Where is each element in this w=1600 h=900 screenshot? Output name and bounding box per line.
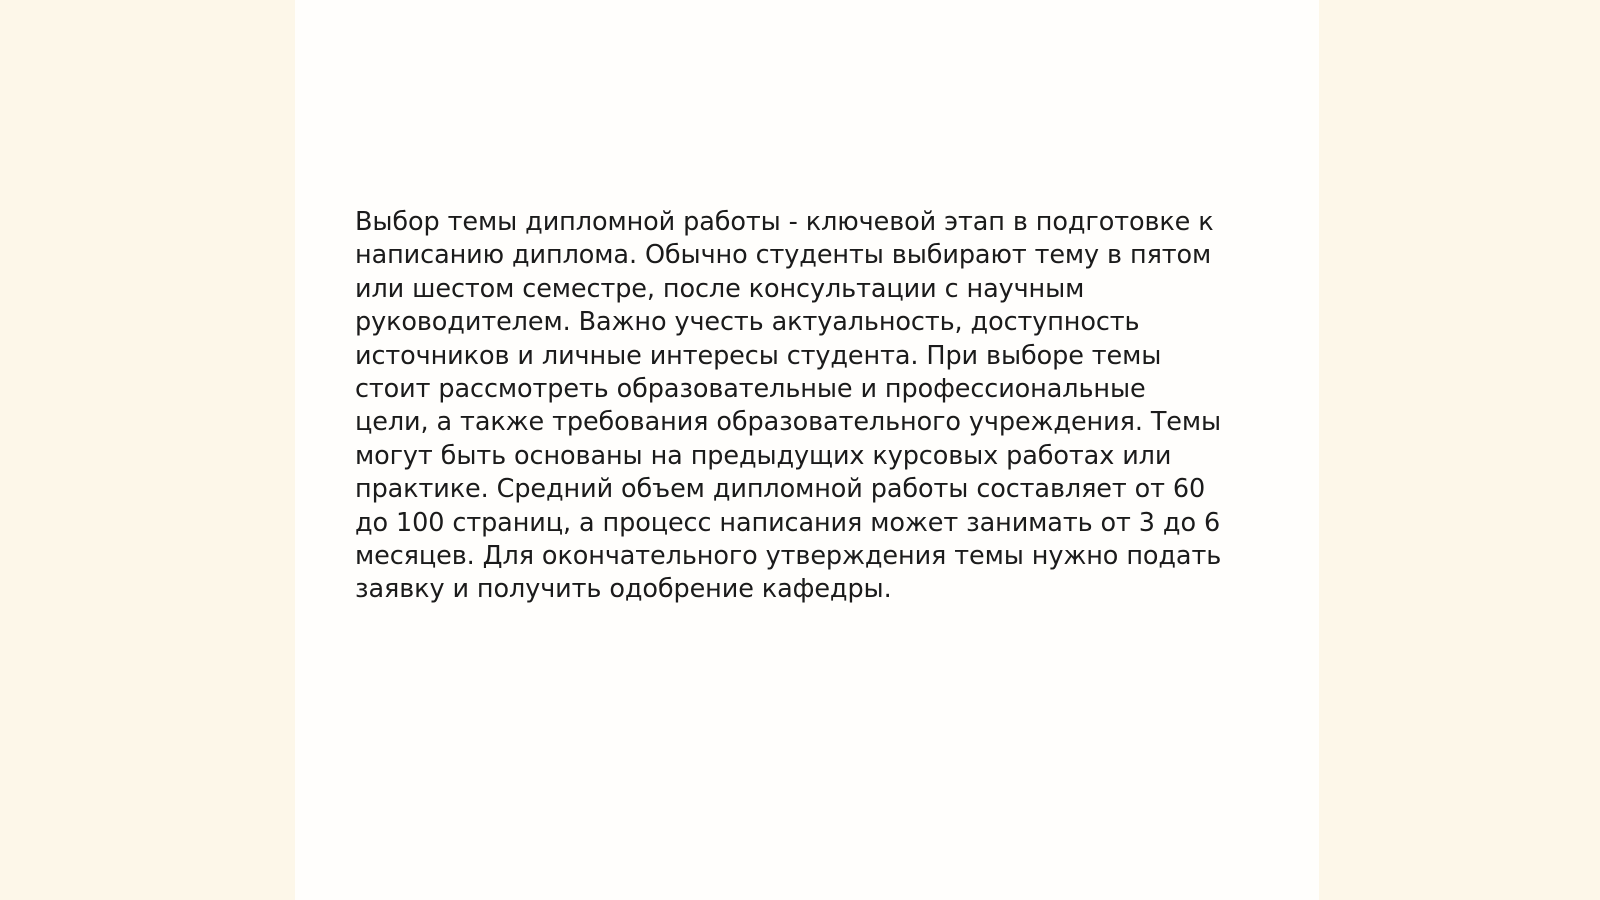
paragraph-line: могут быть основаны на предыдущих курсовых работах или [355,440,1172,471]
document-page [295,0,1319,900]
paragraph-line: или шестом семестре, после консультации с научным [355,273,1085,304]
paragraph-line: цели, а также требования образовательного учреждения. Темы [355,407,1222,438]
paragraph-line: месяцев. Для окончательного утверждения темы нужно подать [355,541,1222,572]
paragraph-line: руководителем. Важно учесть актуальность, доступность [355,307,1140,338]
paragraph-line: стоит рассмотреть образовательные и профессиональные [355,374,1146,405]
body-paragraph [355,206,1255,607]
paragraph-line: практике. Средний объем дипломной работы составляет от 60 [355,474,1206,505]
paragraph-line: написанию диплома. Обычно студенты выбирают тему в пятом [355,240,1212,271]
paragraph-line: до 100 страниц, а процесс написания может занимать от 3 до 6 [355,507,1221,538]
paragraph-line: заявку и получить одобрение кафедры. [355,574,892,605]
paragraph-line: источников и личные интересы студента. При выборе темы [355,340,1162,371]
paragraph-line: Выбор темы дипломной работы - ключевой этап в подготовке к [355,207,1214,237]
